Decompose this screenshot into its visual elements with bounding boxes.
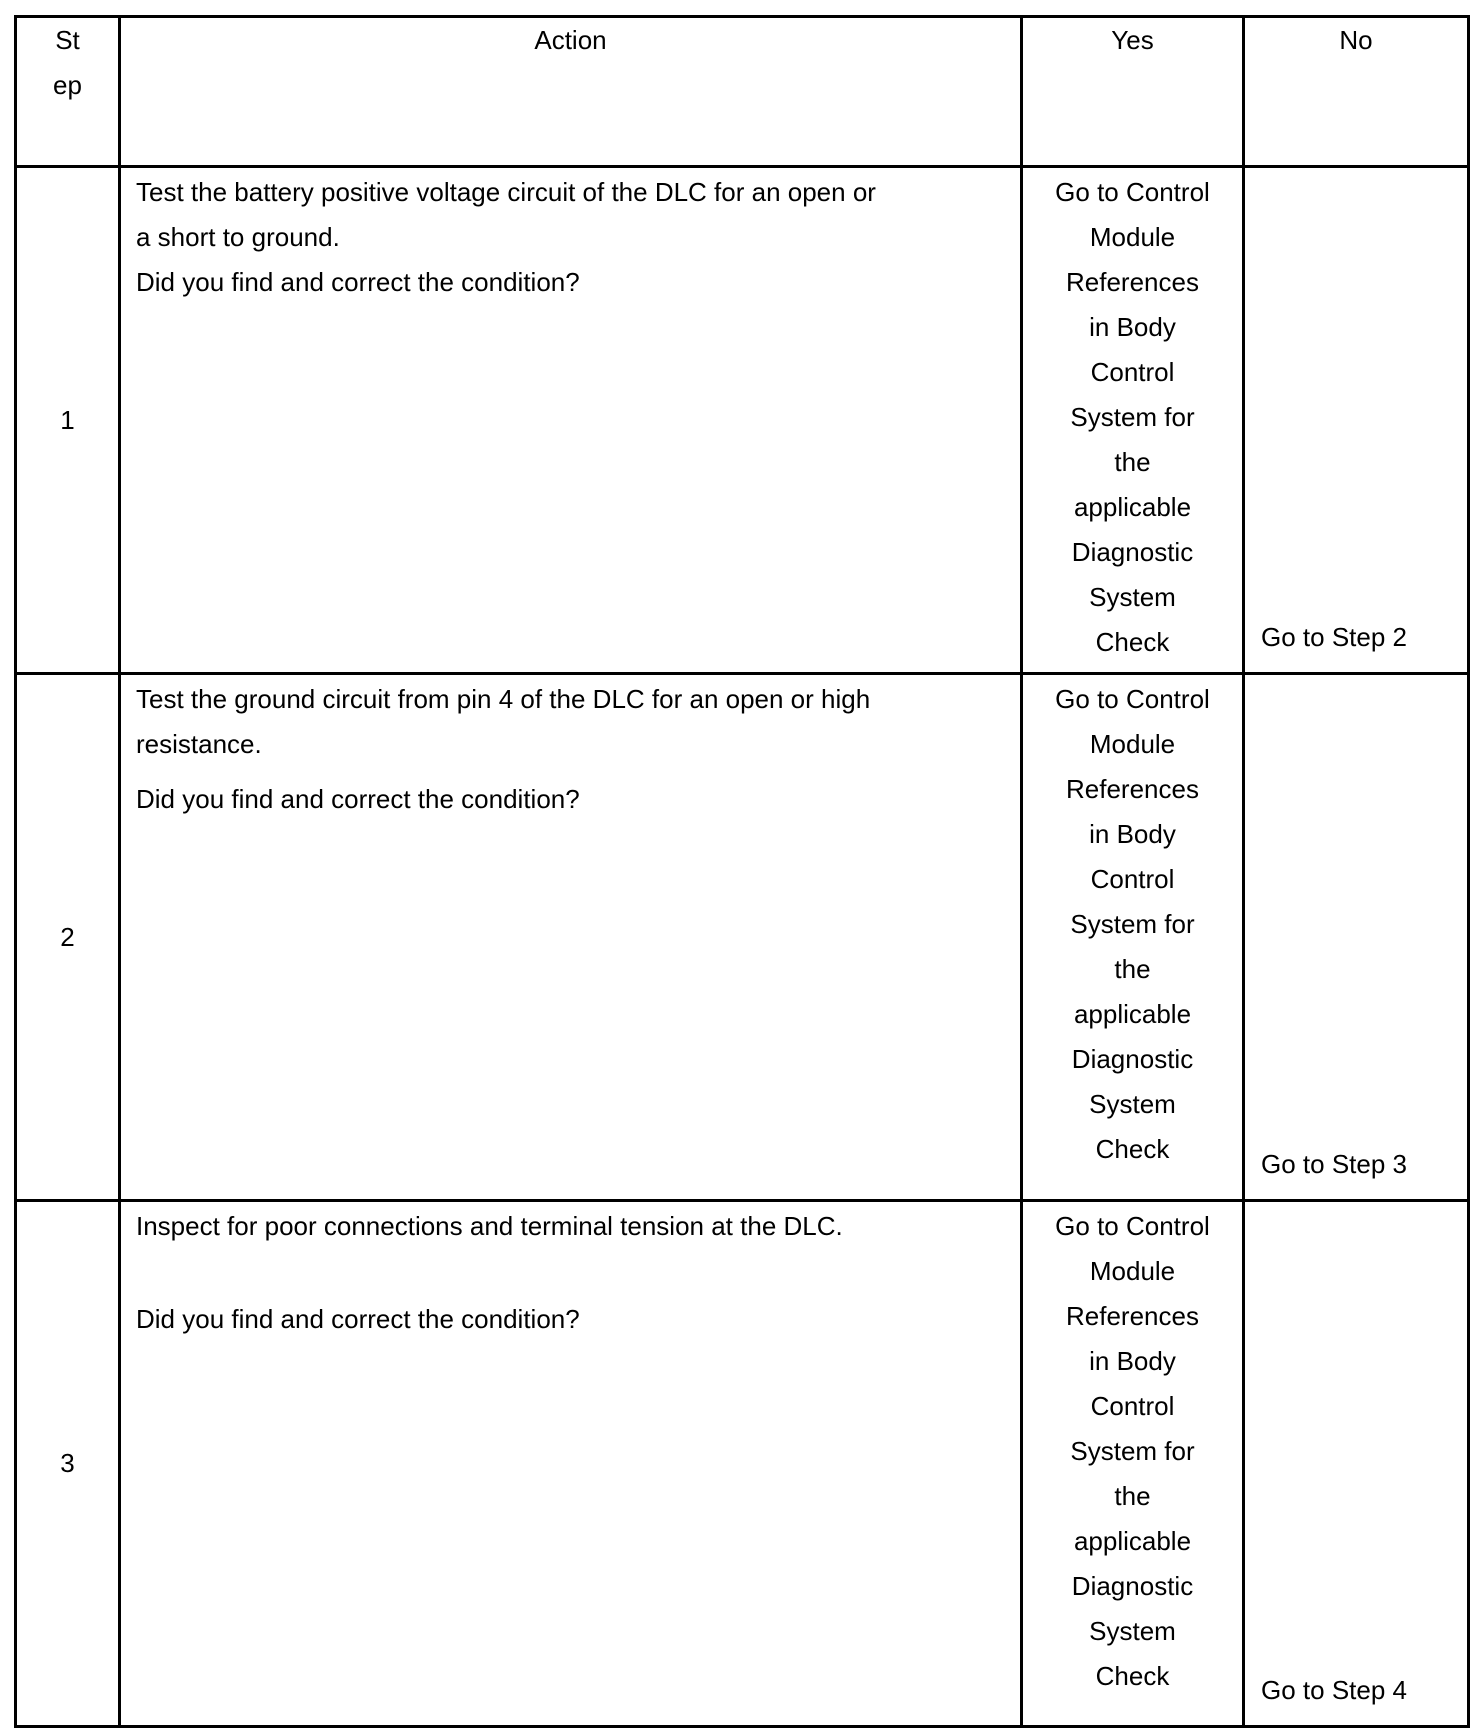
table-row bbox=[16, 1201, 1469, 1727]
table-row bbox=[16, 167, 1469, 674]
yes-line: System for bbox=[1070, 402, 1195, 432]
header-step bbox=[16, 17, 120, 167]
action-line: Test the ground circuit from pin 4 of the DLC for an open or high bbox=[136, 684, 871, 714]
no-cell: Go to Step 4 bbox=[1244, 1201, 1469, 1727]
step-number: 2 bbox=[16, 674, 120, 1201]
yes-line: Control bbox=[1090, 1391, 1175, 1421]
yes-line: References bbox=[1066, 774, 1199, 804]
yes-cell bbox=[1022, 1201, 1244, 1727]
header-row bbox=[16, 17, 1469, 167]
header-step-line2: ep bbox=[53, 70, 82, 100]
yes-line: applicable bbox=[1073, 492, 1192, 522]
action-cell bbox=[120, 167, 1022, 674]
yes-line: Control bbox=[1090, 357, 1175, 387]
yes-line: System bbox=[1089, 1616, 1176, 1646]
header-no: No bbox=[1244, 17, 1469, 167]
header-action: Action bbox=[120, 17, 1022, 167]
yes-line: the bbox=[1114, 447, 1151, 477]
action-text: Inspect for poor connections and terminal tension at the DLC. bbox=[136, 1211, 843, 1241]
yes-line: References bbox=[1066, 1301, 1199, 1331]
yes-line: Module bbox=[1089, 729, 1176, 759]
yes-line: Control bbox=[1090, 864, 1175, 894]
action-question: Did you find and correct the condition? bbox=[136, 267, 580, 297]
header-step-line1: St bbox=[55, 25, 80, 55]
action-cell bbox=[120, 1201, 1022, 1727]
yes-line: applicable bbox=[1073, 1526, 1192, 1556]
action-line: a short to ground. bbox=[136, 222, 340, 252]
yes-line: System for bbox=[1070, 909, 1195, 939]
diagnostic-table bbox=[14, 15, 1470, 1728]
step-number: 3 bbox=[16, 1201, 120, 1727]
table-row bbox=[16, 674, 1469, 1201]
yes-line: Diagnostic bbox=[1071, 1044, 1194, 1074]
yes-line: Check bbox=[1095, 1134, 1170, 1164]
yes-line: in Body bbox=[1089, 1346, 1176, 1376]
step-number: 1 bbox=[16, 167, 120, 674]
yes-line: Go to Control bbox=[1055, 177, 1210, 207]
yes-line: Go to Control bbox=[1055, 1211, 1210, 1241]
no-cell: Go to Step 3 bbox=[1244, 674, 1469, 1201]
yes-line: Check bbox=[1095, 627, 1170, 657]
yes-line: in Body bbox=[1089, 819, 1176, 849]
yes-line: in Body bbox=[1089, 312, 1176, 342]
yes-line: System for bbox=[1070, 1436, 1195, 1466]
header-yes: Yes bbox=[1022, 17, 1244, 167]
yes-cell bbox=[1022, 167, 1244, 674]
yes-cell bbox=[1022, 674, 1244, 1201]
yes-line: References bbox=[1066, 267, 1199, 297]
action-cell bbox=[120, 674, 1022, 1201]
yes-line: Module bbox=[1089, 1256, 1176, 1286]
yes-line: the bbox=[1114, 954, 1151, 984]
no-cell: Go to Step 2 bbox=[1244, 167, 1469, 674]
yes-line: Module bbox=[1089, 222, 1176, 252]
action-question: Did you find and correct the condition? bbox=[136, 784, 580, 814]
yes-line: Go to Control bbox=[1055, 684, 1210, 714]
action-line: resistance. bbox=[136, 729, 262, 759]
action-text bbox=[136, 170, 1006, 260]
yes-line: Diagnostic bbox=[1071, 1571, 1194, 1601]
yes-line: Diagnostic bbox=[1071, 537, 1194, 567]
action-text bbox=[136, 677, 1006, 767]
action-line: Test the battery positive voltage circuit of the DLC for an open or bbox=[136, 177, 876, 207]
yes-line: the bbox=[1114, 1481, 1151, 1511]
action-question: Did you find and correct the condition? bbox=[136, 1304, 580, 1334]
yes-line: applicable bbox=[1073, 999, 1192, 1029]
yes-line: System bbox=[1089, 582, 1176, 612]
yes-line: System bbox=[1089, 1089, 1176, 1119]
yes-line: Check bbox=[1095, 1661, 1170, 1691]
